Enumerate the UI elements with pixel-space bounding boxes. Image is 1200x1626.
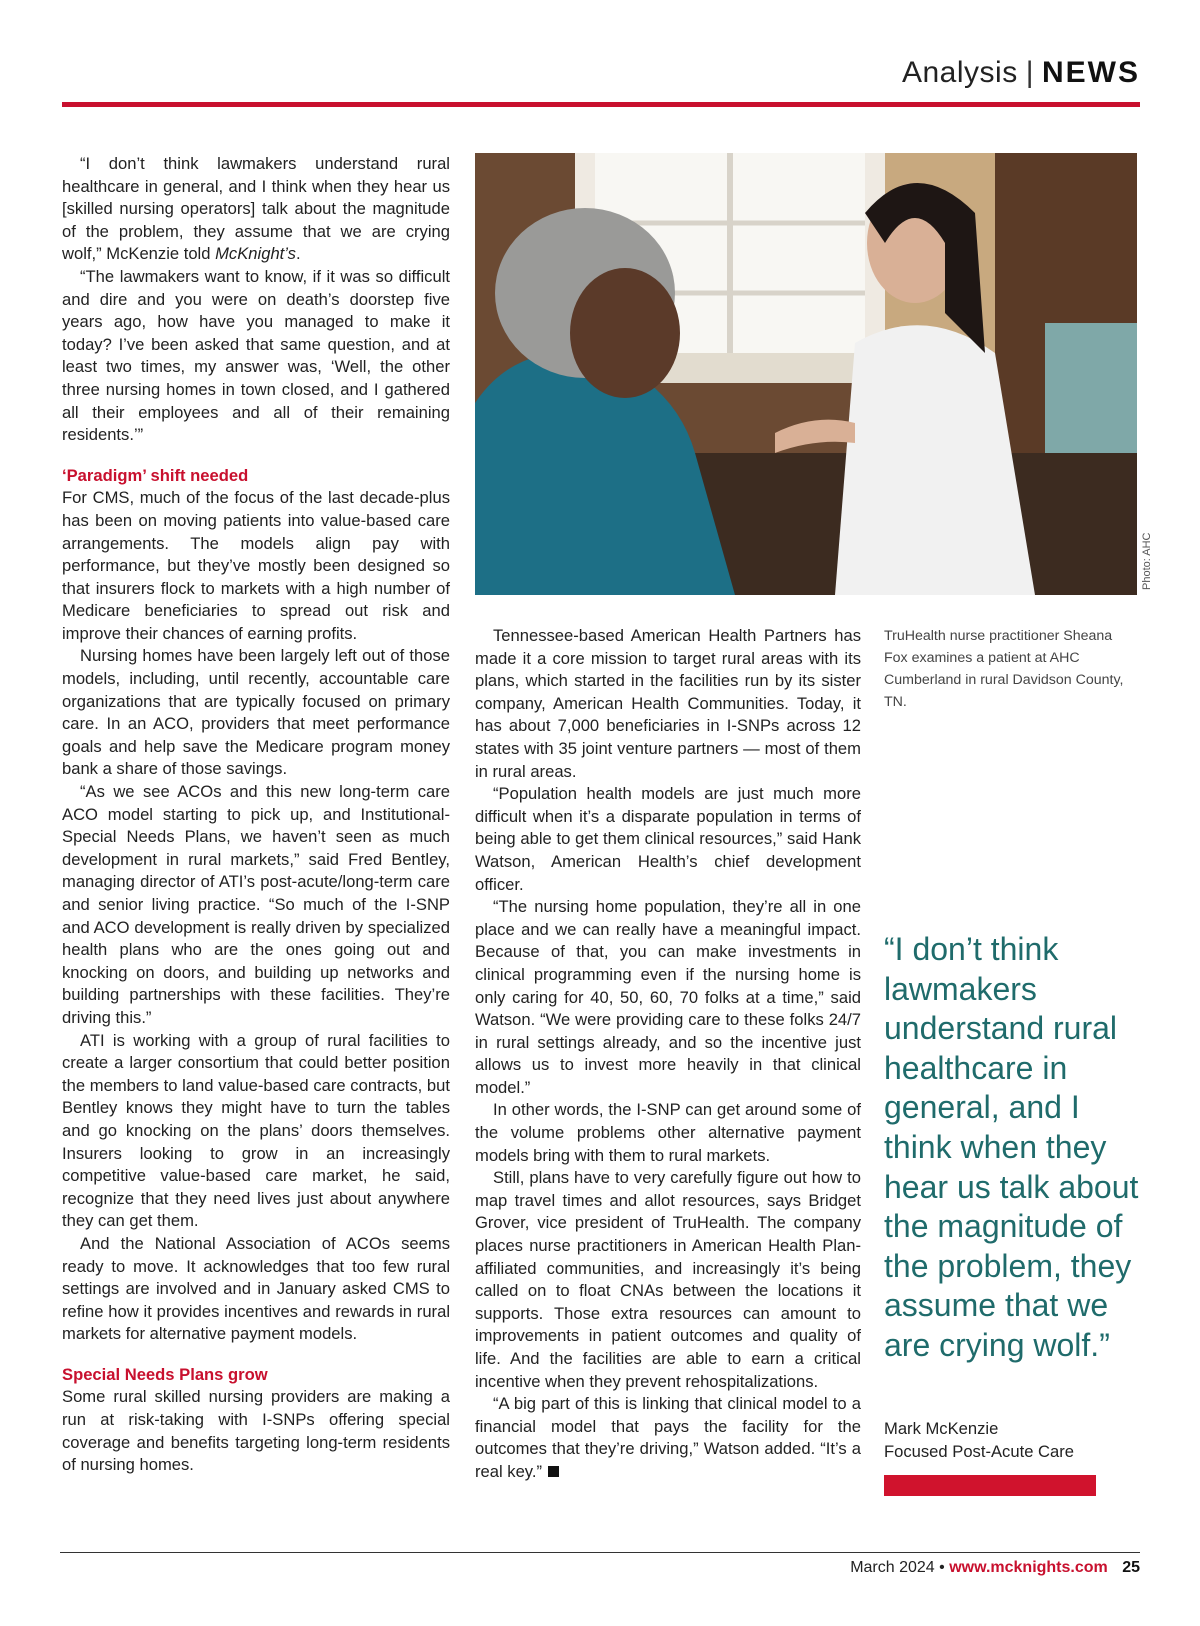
article-column-2 [475, 625, 861, 1484]
paragraph: “The nursing home population, they’re all in one place and we can really have a meaningful impact. Because of that, you can make investments in clinical programming even if the nursing home is only caring for 40, 50, 60, 70 folks at a time,” said Watson. “We were providing care to these folks 24/7 in rural settings already, and so the incentive just allows us to invest more heavily in that clinical model.” [475, 897, 861, 1097]
paragraph-text: “A big part of this is linking that clinical model to a financial model that pays the facility for the outcomes that they’re driving,” Watson added. “It’s a real key.” [475, 1394, 861, 1481]
paragraph [62, 153, 450, 266]
accent-bar [884, 1475, 1096, 1496]
paragraph: Still, plans have to very carefully figure out how to map travel times and allot resources, says Bridget Grover, vice president of TruHealth. The company places nurse practitioners in American Health Plan-affiliated communities, and increasingly it’s being called on to float CNAs between the locations it supports. Those extra resources can amount to improvements in patient outcomes and quality of life. And the facilities are able to earn a critical incentive when they prevent rehospitalizations. [475, 1168, 861, 1391]
page-footer [60, 1552, 1140, 1576]
website-link[interactable]: www.mcknights.com [949, 1559, 1108, 1576]
paragraph: Nursing homes have been largely left out of those models, including, until recently, accountable care organizations that are typically focused on primary care. In an ACO, providers that meet performance goals and help save the Medicare program money bank a share of those savings. [62, 646, 450, 779]
subheading-paradigm: ‘Paradigm’ shift needed [62, 465, 249, 485]
article-photo [475, 153, 1137, 595]
publication-name: McKnight’s [215, 244, 296, 264]
page-header [62, 50, 1140, 107]
header-separator: | [1025, 56, 1034, 89]
paragraph: “The lawmakers want to know, if it was so difficult and dire and you were on death’s doorstep five years ago, how have you managed to make it today? I’ve been asked that same question, and at least two times, my answer was, ‘Well, the other three nursing homes in town closed, and I gathered all their employees and all of their remaining residents.’” [62, 266, 450, 445]
pull-quote: “I don’t think lawmakers understand rural healthcare in general, and I think when they hear us talk about the magnitude of the problem, they assume that we are crying wolf.” [884, 931, 1139, 1363]
paragraph: For CMS, much of the focus of the last decade-plus has been on moving patients into value-based care arrangements. The models align pay with performance, but they’ve mostly been designed so that insurers flock to markets with a high number of Medicare beneficiaries to spread out risk and improve their chances of earning profits. [62, 488, 450, 643]
attribution-name: Mark McKenzie [884, 1419, 999, 1438]
pull-quote-attribution [884, 1418, 1144, 1463]
subheading-special-needs: Special Needs Plans grow [62, 1364, 268, 1384]
footer-info [850, 1559, 1140, 1577]
paragraph: Some rural skilled nursing providers are making a run at risk-taking with I-SNPs offering special coverage and benefits targeting long-term residents of nursing homes. [62, 1387, 450, 1475]
section-label [902, 56, 1140, 90]
paragraph: ATI is working with a group of rural facilities to create a larger consortium that could better position the members to land value-based care contracts, but Bentley knows they might have to turn the tables and go knocking on the plans’ doors themselves. Insurers looking to grow in an increasingly competitive value-based care market, he said, recognize that they need lives just about anywhere they can get them. [62, 1030, 450, 1231]
paragraph [475, 1393, 861, 1483]
category-name: NEWS [1042, 56, 1140, 89]
page-number: 25 [1122, 1559, 1140, 1576]
paragraph: Tennessee-based American Health Partners has made it a core mission to target rural areas with its plans, which started in the facilities run by its sister company, American Health Communities. Today, it has about 7,000 beneficiaries in I-SNPs across 12 states with 35 joint venture partners — most of them in rural areas. [475, 626, 861, 781]
attribution-org: Focused Post-Acute Care [884, 1441, 1074, 1461]
photo-caption: TruHealth nurse practitioner Sheana Fox examines a patient at AHC Cumberland in rural Davidson County, TN. [884, 628, 1124, 710]
article-column-1 [62, 153, 450, 1477]
paragraph: “Population health models are just much more difficult when it’s a disparate population in terms of being able to get them clinical resources,” said Hank Watson, American Health’s chief development officer. [475, 784, 861, 894]
issue-date: March 2024 [850, 1559, 935, 1576]
footer-bullet: • [939, 1559, 945, 1576]
paragraph: “As we see ACOs and this new long-term care ACO model starting to pick up, and Institutional-Special Needs Plans, we haven’t seen as much development in rural markets,” said Fred Bentley, managing director of ATI’s post-acute/long-term care and senior living practice. “So much of the I-SNP and ACO development is really driven by specialized health plans who are the ones going out and knocking on doors, and building up networks and building partnerships with these facilities. They’re driving this.” [62, 782, 450, 1027]
photo-credit: Photo: AHC [1141, 532, 1153, 590]
section-name: Analysis [901, 56, 1018, 89]
paragraph: In other words, the I-SNP can get around some of the volume problems other alternative payment models bring with them to rural markets. [475, 1100, 861, 1165]
paragraph-text: “I don’t think lawmakers understand rural healthcare in general, and I think when they hear us [skilled nursing operators] talk about the magnitude of the problem, they assume that we are crying wolf,” McKenzie told [62, 154, 450, 264]
end-mark-icon [548, 1466, 559, 1477]
paragraph: And the National Association of ACOs seems ready to move. It acknowledges that too few rural settings are involved and in January asked CMS to refine how it provides incentives and rewards in rural markets for alternative payment models. [62, 1233, 450, 1344]
punctuation: . [295, 244, 301, 264]
